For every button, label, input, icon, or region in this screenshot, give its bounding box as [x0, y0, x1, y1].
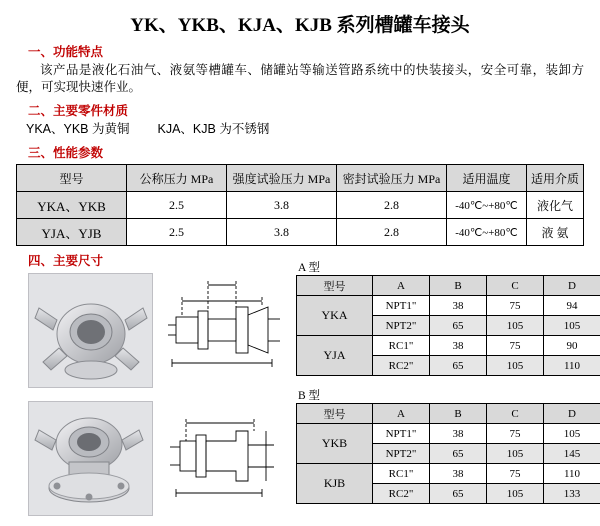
perf-cell: 3.8: [227, 192, 337, 219]
dim-b-header-cell: C: [487, 404, 544, 424]
dim-b-header-cell: B: [430, 404, 487, 424]
perf-cell-model: YKA、YKB: [17, 192, 127, 219]
table-header-row: [297, 276, 600, 296]
dim-a-cell: 94: [544, 296, 600, 316]
dim-a-cell: 65: [430, 316, 487, 336]
dim-b-cell: NPT2": [373, 444, 430, 464]
perf-cell: -40℃~+80℃: [447, 192, 527, 219]
dim-a-cell-model: YKA: [297, 296, 373, 336]
dim-b-cell: 145: [544, 444, 600, 464]
dim-a-cell: 75: [487, 296, 544, 316]
dim-b-cell: NPT1": [373, 424, 430, 444]
dim-a-cell: RC1": [373, 336, 430, 356]
dim-a-header-cell: B: [430, 276, 487, 296]
type-a-label: A 型: [298, 259, 600, 275]
dim-b-cell: 75: [487, 464, 544, 484]
dim-b-header-cell: D: [544, 404, 600, 424]
perf-cell: 2.5: [127, 219, 227, 246]
dim-b-header-cell: 型号: [297, 404, 373, 424]
dim-b-cell: 75: [487, 424, 544, 444]
perf-header-cell: 适用温度: [447, 165, 527, 192]
dim-b-cell: RC2": [373, 484, 430, 504]
type-b-label: B 型: [298, 387, 600, 403]
dim-b-cell: 105: [544, 424, 600, 444]
dim-a-cell: 105: [487, 316, 544, 336]
dim-b-cell: RC1": [373, 464, 430, 484]
dim-b-cell: 65: [430, 484, 487, 504]
perf-cell: 2.8: [337, 192, 447, 219]
dim-a-header-cell: 型号: [297, 276, 373, 296]
table-row: [297, 336, 600, 356]
table-header-row: [17, 165, 584, 192]
dim-b-cell: 110: [544, 464, 600, 484]
product-drawing-a: [162, 273, 287, 388]
dimension-table-b: [296, 403, 600, 504]
section-heading-dimensions: 四、主要尺寸: [28, 251, 590, 269]
photo-a-graphic: [29, 274, 152, 387]
perf-cell-model: YJA、YJB: [17, 219, 127, 246]
dim-a-cell: NPT1": [373, 296, 430, 316]
perf-cell: 液 氨: [527, 219, 584, 246]
perf-header-cell: 适用介质: [527, 165, 584, 192]
dim-b-cell: 105: [487, 444, 544, 464]
section-heading-features: 一、功能特点: [28, 42, 590, 60]
photo-b-graphic: [29, 402, 152, 515]
dim-a-cell: 38: [430, 296, 487, 316]
dim-b-cell: 105: [487, 484, 544, 504]
dim-b-cell: 38: [430, 424, 487, 444]
dim-a-cell: 65: [430, 356, 487, 376]
materials-steel: KJA、KJB 为不锈钢: [158, 122, 270, 136]
section-heading-performance: 三、性能参数: [28, 143, 590, 161]
dim-a-cell: NPT2": [373, 316, 430, 336]
dim-a-header-cell: A: [373, 276, 430, 296]
perf-cell: 2.8: [337, 219, 447, 246]
dimension-row-a: [10, 273, 590, 391]
dim-a-cell: 75: [487, 336, 544, 356]
features-paragraph: 该产品是液化石油气、液氨等槽罐车、储罐站等输送管路系统中的快装接头，安全可靠，装卸方便，可实现快速作业。: [16, 62, 584, 96]
product-drawing-b: [162, 401, 287, 516]
perf-header-cell: 型号: [17, 165, 127, 192]
dim-b-cell-model: KJB: [297, 464, 373, 504]
table-row: [17, 192, 584, 219]
dim-b-cell: 38: [430, 464, 487, 484]
perf-header-cell: 密封试验压力 MPa: [337, 165, 447, 192]
product-photo-b: [28, 401, 153, 516]
perf-cell: 液化气: [527, 192, 584, 219]
dim-b-cell: 65: [430, 444, 487, 464]
dim-a-header-cell: C: [487, 276, 544, 296]
dim-a-cell: 90: [544, 336, 600, 356]
product-photo-a: [28, 273, 153, 388]
perf-cell: -40℃~+80℃: [447, 219, 527, 246]
perf-header-cell: 强度试验压力 MPa: [227, 165, 337, 192]
drawing-b-graphic: [162, 401, 287, 514]
dim-a-cell: 105: [544, 316, 600, 336]
perf-cell: 3.8: [227, 219, 337, 246]
table-row: [297, 424, 600, 444]
dim-b-cell: 133: [544, 484, 600, 504]
dim-a-cell: 38: [430, 336, 487, 356]
page-title: YK、YKB、KJA、KJB 系列槽罐车接头: [10, 10, 590, 37]
table-row: [17, 219, 584, 246]
dimension-row-b: [10, 401, 590, 519]
table-row: [297, 464, 600, 484]
perf-header-cell: 公称压力 MPa: [127, 165, 227, 192]
document-page: [0, 10, 600, 526]
materials-line: [26, 121, 584, 138]
drawing-a-graphic: [162, 273, 287, 386]
dim-b-cell-model: YKB: [297, 424, 373, 464]
materials-brass: YKA、YKB 为黄铜: [26, 122, 130, 136]
dimension-table-a-wrap: [296, 259, 600, 376]
dimension-table-b-wrap: [296, 387, 600, 504]
perf-cell: 2.5: [127, 192, 227, 219]
section-heading-materials: 二、主要零件材质: [28, 101, 590, 119]
dim-a-cell: RC2": [373, 356, 430, 376]
dim-a-header-cell: D: [544, 276, 600, 296]
dim-a-cell: 105: [487, 356, 544, 376]
performance-table: [16, 164, 584, 246]
dim-a-cell: 110: [544, 356, 600, 376]
table-header-row: [297, 404, 600, 424]
dim-a-cell-model: YJA: [297, 336, 373, 376]
dim-b-header-cell: A: [373, 404, 430, 424]
table-row: [297, 296, 600, 316]
dimension-table-a: [296, 275, 600, 376]
